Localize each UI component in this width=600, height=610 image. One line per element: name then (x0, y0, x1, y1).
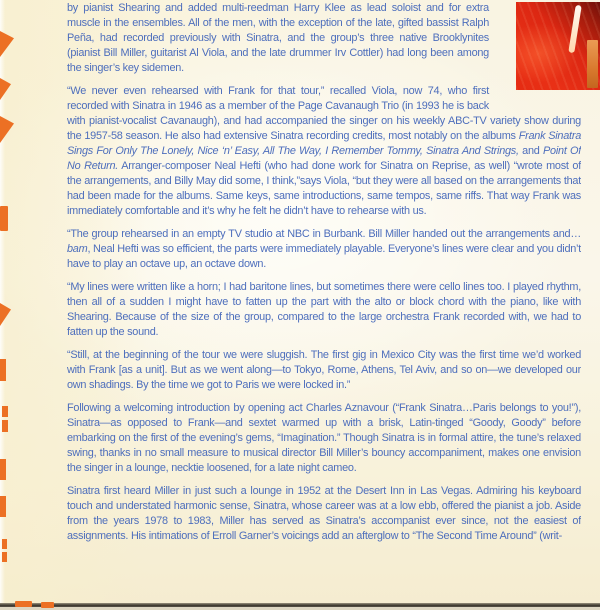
text-run: by pianist Shearing and added multi-reedman Harry Klee as lead soloist and for extra muscle in the ensembles. All of the men, with the exception of the late, gifted bassist Ralph Peña, had recorded previously with Sinatra, and the group’s three native Brooklynites (pianist Bill Miller, guitarist Al Viola, and the late drummer Irv Cottler) had long been among the singer’s key sidemen. (67, 2, 489, 74)
torn-edge-mark (41, 602, 54, 608)
photo-orange-detail (587, 40, 598, 88)
torn-edge-mark (2, 552, 7, 562)
torn-edge-mark (0, 116, 14, 143)
text-run: Arranger-composer Neal Hefti (who had done work for Sinatra on Reprise, as well) “wrote most of the arrangements, and Billy May did some, I think,”says Viola, “but they were all based on the arrangements that had been made for the albums. Same keys, same introductions, same tempos, same riffs. That way Frank was immediately comfortable and it’s why he felt he didn’t have to rehearse with us. (67, 160, 581, 217)
torn-edge-mark (2, 420, 8, 432)
text-run: “The group rehearsed in an empty TV studio at NBC in Burbank. Bill Miller handed out the arrangements and… (67, 228, 581, 240)
torn-edge-mark (2, 406, 8, 417)
article-text (67, 1, 581, 602)
photo-highlight-streak (568, 5, 581, 53)
paragraph (67, 484, 581, 544)
torn-edge-mark (0, 303, 11, 326)
red-photo-fragment (516, 2, 600, 90)
torn-edge-mark (0, 459, 6, 480)
paragraph (67, 401, 581, 476)
paragraph (67, 280, 581, 340)
torn-edge-mark (15, 601, 32, 607)
text-run: Sinatra first heard Miller in just such a lounge in 1952 at the Desert Inn in Las Vegas. Admiring his keyboard touch and understated harmonic sense, Sinatra, whose career was at a low ebb, offered the pianist a job. Aside from the years 1978 to 1983, Miller has served as Sinatra’s accompanist ever since, not the easiest of assignments. His intimations of Erroll Garner’s voicings add an afterglow to “The Second Time Around” (writ- (67, 485, 581, 542)
italic-run: Frank Sinatra Sings For Only The Lonely, Nice ‘n’ Easy, All The Way, I Remember Tommy, Sinatra And Strings, (67, 130, 581, 157)
text-run: Following a welcoming introduction by opening act Charles Aznavour (“Frank Sinatra…Paris belongs to you!”), Sinatra—as opposed to Frank—and sextet warmed up with a brisk, Latin-tinged “Goody, Goody” before embarking on the first of the evening’s gems, “Imagination.” Though Sinatra is in formal attire, the tune’s relaxed swing, thanks in no small measure to musical director Bill Miller’s bouncy accompaniment, makes one envision the singer in a lounge, necktie loosened, for a late night cameo. (67, 402, 581, 474)
text-run: “Still, at the beginning of the tour we were sluggish. The first gig in Mexico City was the first time we’d worked with Frank [as a unit]. But as we went along—to Tokyo, Rome, Athens, Tel Aviv, and so on—we developed our own shadings. By the time we got to Paris we were locked in.” (67, 349, 581, 391)
text-run: “We never even rehearsed with Frank for that tour,” recalled Viola, now 74, who first recorded with Sinatra in 1946 as a member of the Page Cavanaugh Trio (in 1993 he is back with pianist-vocalist Cavanaugh), and had accompanied the singer on his weekly ABC-TV variety show during the 1957-58 season. He also had extensive Sinatra recording credits, most notably on the albums (67, 85, 581, 142)
paragraph (67, 227, 581, 272)
text-run: and (518, 145, 544, 157)
text-run: , Neal Hefti was so efficient, the parts were immediately playable. Everyone’s lines were clear and you didn’t have to play an octave up, an octave down. (67, 243, 581, 270)
torn-edge-mark (0, 496, 6, 517)
text-run: “My lines were written like a horn; I had baritone lines, but sometimes there were cello lines too. I played rhythm, then all of a sudden I might have to fatten up the part with the alto or block chord with the piano, like with Shearing. Because of the size of the group, compared to the large orchestra Frank recorded with, we had to fatten up the sound. (67, 281, 581, 338)
paragraph (67, 348, 581, 393)
italic-run: Point Of No Return. (67, 145, 581, 172)
torn-edge-mark (0, 206, 8, 231)
torn-edge-mark (2, 539, 7, 549)
italic-run: bam (67, 243, 88, 255)
torn-edge-mark (0, 78, 11, 100)
torn-edge-mark (0, 31, 14, 57)
torn-edge-mark (0, 359, 6, 381)
